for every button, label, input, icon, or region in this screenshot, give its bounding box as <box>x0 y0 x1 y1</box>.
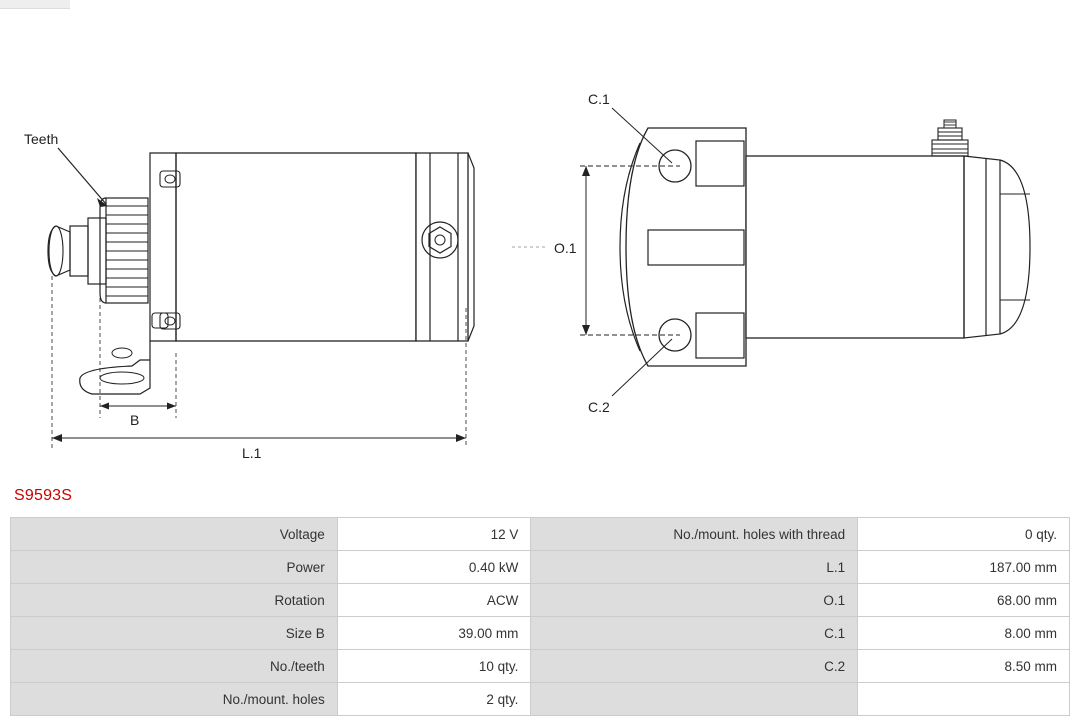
spec-value: 8.00 mm <box>858 617 1070 650</box>
left-view-group <box>48 148 474 448</box>
label-dim-c2: C.2 <box>588 399 610 415</box>
spec-value: 68.00 mm <box>858 584 1070 617</box>
spec-label: Voltage <box>11 518 338 551</box>
label-teeth: Teeth <box>24 131 59 147</box>
label-dim-c1: C.1 <box>588 91 610 107</box>
spec-label: No./mount. holes <box>11 683 338 716</box>
specification-table <box>10 517 1070 716</box>
table-row <box>11 650 1070 683</box>
spec-label: C.2 <box>531 650 858 683</box>
spec-value: 2 qty. <box>337 683 531 716</box>
technical-drawing <box>0 8 1080 478</box>
right-view-group <box>512 108 1030 396</box>
spec-label: L.1 <box>531 551 858 584</box>
label-dim-l1: L.1 <box>242 445 262 461</box>
label-dim-o1: O.1 <box>554 240 577 256</box>
spec-label: Size B <box>11 617 338 650</box>
table-row <box>11 551 1070 584</box>
label-dim-b: B <box>130 412 140 428</box>
part-code: S9593S <box>14 487 73 504</box>
spec-value: 8.50 mm <box>858 650 1070 683</box>
spec-label: No./mount. holes with thread <box>531 518 858 551</box>
spec-label: Power <box>11 551 338 584</box>
spec-value: ACW <box>337 584 531 617</box>
table-row <box>11 617 1070 650</box>
spec-empty-cell <box>531 683 858 716</box>
table-row <box>11 518 1070 551</box>
table-row <box>11 584 1070 617</box>
spec-value: 0 qty. <box>858 518 1070 551</box>
table-row <box>11 683 1070 716</box>
spec-label: C.1 <box>531 617 858 650</box>
spec-empty-cell <box>858 683 1070 716</box>
spec-label: No./teeth <box>11 650 338 683</box>
spec-value: 187.00 mm <box>858 551 1070 584</box>
spec-value: 12 V <box>337 518 531 551</box>
spec-label: O.1 <box>531 584 858 617</box>
spec-value: 39.00 mm <box>337 617 531 650</box>
spec-value: 10 qty. <box>337 650 531 683</box>
spec-value: 0.40 kW <box>337 551 531 584</box>
spec-label: Rotation <box>11 584 338 617</box>
